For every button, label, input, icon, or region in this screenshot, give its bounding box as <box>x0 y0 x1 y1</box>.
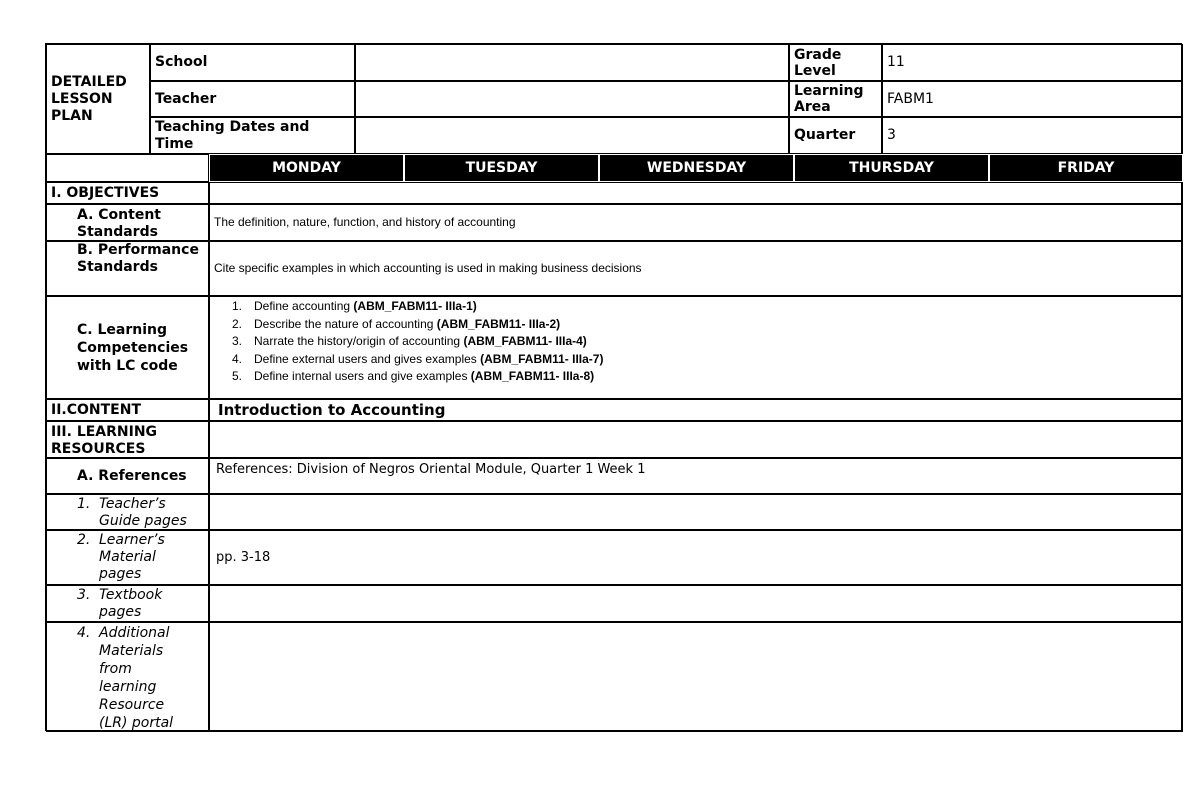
competency-item <box>232 351 1182 369</box>
performance-standards-value: Cite specific examples in which accounting is used in making business decisions <box>209 241 1183 296</box>
competency-text: Narrate the history/origin of accounting <box>254 334 464 348</box>
school-label: School <box>150 44 355 81</box>
teacher-label: Teacher <box>150 81 355 117</box>
day-monday: MONDAY <box>209 154 404 182</box>
teacher-guide-label: 1. Teacher’s Guide pages <box>46 494 209 530</box>
references-label: A. References <box>46 458 209 494</box>
learning-area-field[interactable]: FABM1 <box>882 81 1183 117</box>
content-standards-value: The definition, nature, function, and history of accounting <box>209 204 1183 241</box>
competencies-label: C. Learning Competencies with LC code <box>46 296 209 399</box>
competency-item <box>232 316 1182 334</box>
learner-material-label: 2. Learner’s Material pages <box>46 530 209 585</box>
competency-number: 2. <box>232 316 243 331</box>
quarter-field[interactable]: 3 <box>882 117 1183 154</box>
learning-resources-value <box>209 421 1183 458</box>
objectives-label: I. OBJECTIVES <box>46 182 209 204</box>
day-friday: FRIDAY <box>989 154 1183 182</box>
school-field[interactable] <box>355 44 789 81</box>
competency-number: 4. <box>232 351 243 366</box>
grade-level-label: Grade Level <box>789 44 882 81</box>
learning-area-label: Learning Area <box>789 81 882 117</box>
competency-code: (ABM_FABM11- IIIa-7) <box>480 351 604 366</box>
teacher-guide-value[interactable] <box>209 494 1183 530</box>
competency-code: (ABM_FABM11- IIIa-1) <box>353 299 477 313</box>
day-thursday: THURSDAY <box>794 154 989 182</box>
competency-text: Describe the nature of accounting <box>254 316 437 331</box>
objectives-value <box>209 182 1183 204</box>
competency-text: Define accounting <box>254 299 354 313</box>
day-header-blank <box>46 154 209 182</box>
day-tuesday: TUESDAY <box>404 154 599 182</box>
day-wednesday: WEDNESDAY <box>599 154 794 182</box>
content-label: II.CONTENT <box>46 399 209 421</box>
learner-material-value: pp. 3-18 <box>209 530 1183 585</box>
competencies-list <box>209 296 1183 399</box>
additional-materials-label: 4. Additional Materials from learning Resource (LR) portal <box>46 622 209 732</box>
competency-code: (ABM_FABM11- IIIa-2) <box>436 316 561 331</box>
plan-title: DETAILED LESSON PLAN <box>46 44 150 154</box>
learning-resources-label: III. LEARNING RESOURCES <box>46 421 209 458</box>
competency-number: 1. <box>232 299 243 313</box>
competency-text: Define external users and gives examples <box>254 351 481 366</box>
competency-item <box>232 298 1182 316</box>
content-value: Introduction to Accounting <box>209 399 1183 421</box>
dates-label: Teaching Dates and Time <box>150 117 355 154</box>
textbook-value[interactable] <box>209 585 1183 622</box>
references-value: References: Division of Negros Oriental Module, Quarter 1 Week 1 <box>209 458 1183 494</box>
competency-item <box>232 368 1182 386</box>
content-standards-label: A. Content Standards <box>46 204 209 241</box>
textbook-label: 3. Textbook pages <box>46 585 209 622</box>
additional-materials-value[interactable] <box>209 622 1183 732</box>
competency-item <box>232 333 1182 351</box>
lesson-plan-table <box>45 43 1182 731</box>
grade-level-field[interactable]: 11 <box>882 44 1183 81</box>
performance-standards-label: B. Performance Standards <box>46 241 209 296</box>
teacher-field[interactable] <box>355 81 789 117</box>
competency-code: (ABM_FABM11- IIIa-4) <box>463 334 587 348</box>
competency-number: 3. <box>232 334 243 348</box>
competency-number: 5. <box>232 369 243 383</box>
competency-text: Define internal users and give examples <box>254 369 471 383</box>
dates-field[interactable] <box>355 117 789 154</box>
quarter-label: Quarter <box>789 117 882 154</box>
competency-code: (ABM_FABM11- IIIa-8) <box>470 369 595 383</box>
